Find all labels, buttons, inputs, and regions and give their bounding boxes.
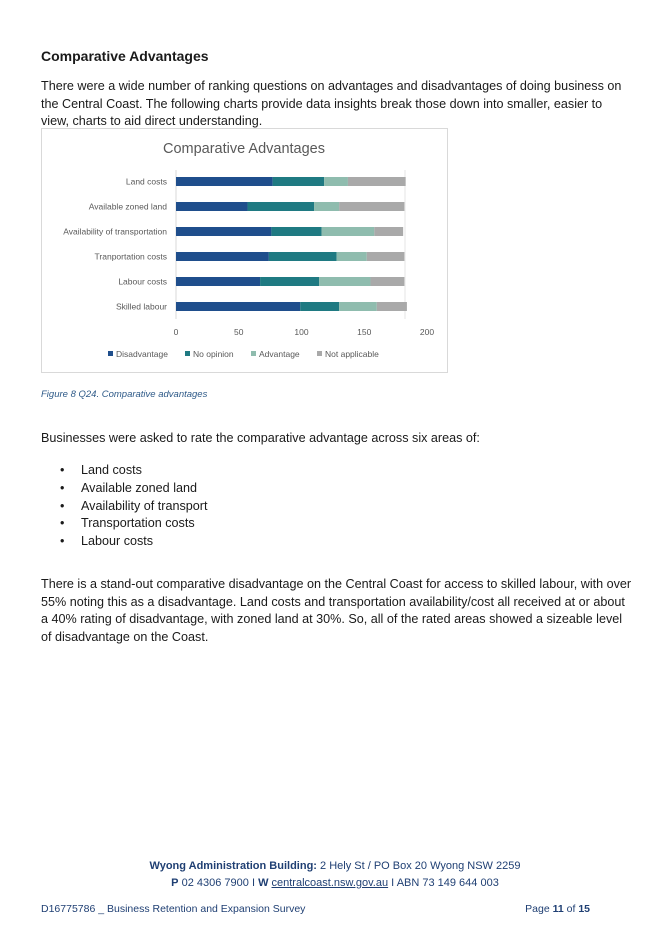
bullet-icon: •	[60, 516, 65, 531]
bar-segment	[300, 302, 339, 311]
bar-segment	[339, 202, 404, 211]
bar-segment	[337, 252, 367, 261]
stacked-bar-chart	[42, 129, 447, 372]
bar-segment	[371, 277, 405, 286]
legend-label: Not applicable	[325, 349, 379, 359]
list-item	[41, 533, 207, 551]
list-item	[41, 462, 207, 480]
footer-contact-line	[0, 875, 670, 892]
bar-segment	[176, 177, 273, 186]
section-title: Comparative Advantages	[41, 48, 209, 64]
legend-swatch	[108, 351, 113, 356]
page-of: of	[566, 903, 576, 915]
x-tick-label: 50	[234, 327, 244, 337]
areas-list	[41, 462, 207, 551]
bar-segment	[319, 277, 370, 286]
bullet-icon: •	[60, 534, 65, 549]
category-label: Availability of transportation	[63, 226, 167, 237]
bullet-icon: •	[60, 463, 65, 477]
list-item-text: Land costs	[81, 463, 142, 477]
conclusion-paragraph: There is a stand-out comparative disadvantage on the Central Coast for access to skilled labour, with over 55% noting this as a disadvantage. Land costs and transportation availability/cost all received at or about a 40% rating of disadvantage, with zoned land at 30%. So, all of the rated areas showed a sizeable level of disadvantage on the Coast.	[41, 577, 632, 644]
category-label: Available zoned land	[88, 201, 167, 212]
building-label: Wyong Administration Building:	[149, 860, 317, 872]
website-link[interactable]: centralcoast.nsw.gov.au	[271, 877, 389, 889]
legend-swatch	[185, 351, 190, 356]
bar-segment	[260, 277, 319, 286]
list-item	[41, 515, 207, 533]
legend-label: Advantage	[259, 349, 300, 359]
bar-segment	[176, 227, 271, 236]
bar-segment	[176, 252, 269, 261]
separator: I	[391, 877, 395, 889]
legend-label: Disadvantage	[116, 349, 168, 359]
phone-number: 02 4306 7900	[181, 877, 249, 889]
bar-segment	[374, 227, 403, 236]
bar-segment	[271, 227, 321, 236]
bar-segment	[377, 302, 407, 311]
building-address: 2 Hely St / PO Box 20 Wyong NSW 2259	[320, 860, 521, 872]
x-tick-label: 150	[357, 327, 372, 337]
page-total: 15	[578, 903, 590, 915]
legend-label: No opinion	[193, 349, 234, 359]
list-item-text: Transportation costs	[81, 516, 195, 531]
category-label: Tranportation costs	[94, 251, 167, 262]
legend-swatch	[317, 351, 322, 356]
abn-number: ABN 73 149 644 003	[396, 877, 499, 889]
separator: I	[251, 877, 255, 889]
bar-segment	[273, 177, 324, 186]
list-item-text: Availability of transport	[81, 498, 208, 513]
bar-segment	[367, 252, 405, 261]
page-current: 11	[552, 903, 564, 915]
bar-segment	[324, 177, 348, 186]
page-number	[525, 903, 590, 915]
document-reference: D16775786 _ Business Retention and Expansion Survey	[41, 903, 306, 915]
category-label: Land costs	[125, 176, 167, 187]
figure-caption: Figure 8 Q24. Comparative advantages	[41, 389, 208, 400]
x-tick-label: 200	[419, 327, 435, 337]
page-word: Page	[525, 903, 550, 915]
list-item-text: Labour costs	[81, 534, 154, 549]
bullet-icon: •	[60, 480, 65, 495]
chart-container	[41, 128, 448, 373]
bar-segment	[314, 202, 339, 211]
bar-segment	[176, 202, 248, 211]
bullet-icon: •	[60, 498, 65, 513]
category-label: Skilled labour	[115, 301, 167, 312]
bar-segment	[348, 177, 406, 186]
x-tick-label: 100	[294, 327, 309, 337]
bar-segment	[176, 277, 260, 286]
bar-segment	[176, 302, 300, 311]
list-item	[41, 498, 207, 516]
intro-paragraph: There were a wide number of ranking questions on advantages and disadvantages of doing business on the Central Coast. The following charts provide data insights break those down into smaller, easier to view, charts to aid direct understanding.	[41, 79, 622, 128]
footer-address-line	[0, 858, 670, 875]
bar-segment	[339, 302, 377, 311]
list-item-text: Available zoned land	[81, 480, 198, 495]
bar-segment	[269, 252, 337, 261]
phone-label: P	[171, 877, 179, 889]
bar-segment	[248, 202, 315, 211]
bar-segment	[322, 227, 375, 236]
web-label: W	[258, 877, 269, 889]
category-label: Labour costs	[118, 276, 167, 287]
chart-title: Comparative Advantages	[162, 141, 326, 157]
list-item	[41, 480, 207, 498]
x-tick-label: 0	[173, 327, 179, 337]
legend-swatch	[251, 351, 256, 356]
footer-address	[0, 858, 670, 892]
areas-intro-paragraph: Businesses were asked to rate the comparative advantage across six areas of:	[41, 431, 480, 445]
